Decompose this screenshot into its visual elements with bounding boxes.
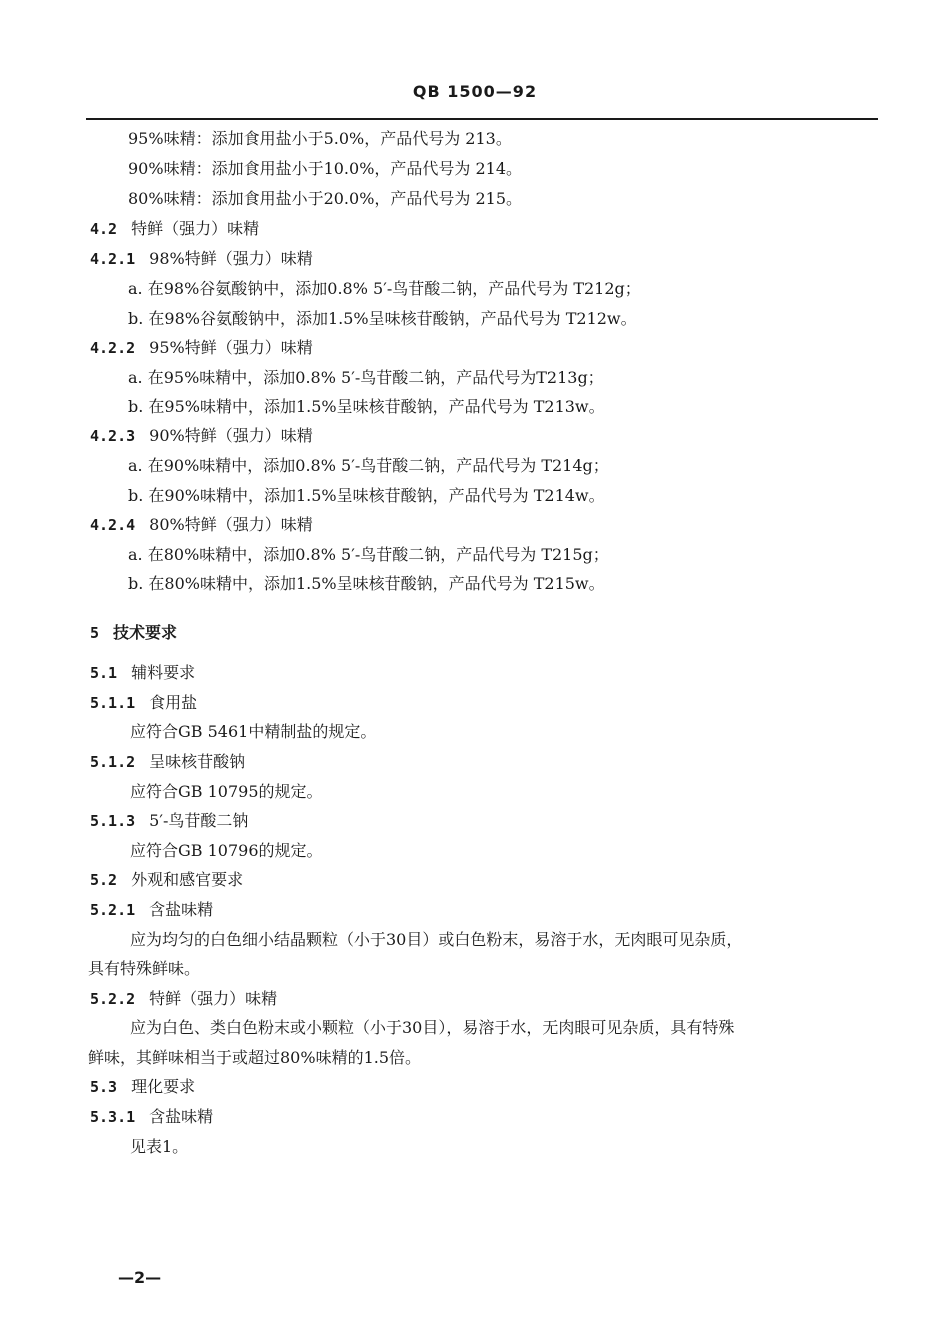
list-item: b. 在80%味精中，添加1.5%呈味核苷酸钠，产品代号为 T215w。 [128,574,605,593]
section-heading: 5.2.2 特鲜（强力）味精 [90,989,278,1008]
list-item: a. 在98%谷氨酸钠中，添加0.8% 5′-鸟苷酸二钠，产品代号为 T212g； [128,279,641,298]
list-item: a. 在90%味精中，添加0.8% 5′-鸟苷酸二钠，产品代号为 T214g； [128,456,609,475]
paragraph-line: 应为白色、类白色粉末或小颗粒（小于30目），易溶于水，无肉眼可见杂质，具有特殊 [130,1018,735,1037]
list-item: b. 在95%味精中，添加1.5%呈味核苷酸钠，产品代号为 T213w。 [128,397,605,416]
section-heading: 4.2.4 80%特鲜（强力）味精 [90,515,313,534]
list-item: a. 在95%味精中，添加0.8% 5′-鸟苷酸二钠，产品代号为T213g； [128,368,604,387]
text-line: 应符合GB 10796的规定。 [130,841,323,860]
chapter-heading: 5 技术要求 [90,623,178,642]
page-number: —2— [118,1268,162,1287]
section-heading: 4.2.3 90%特鲜（强力）味精 [90,426,313,445]
section-heading: 5.1.2 呈味核苷酸钠 [90,752,246,771]
section-heading: 5.2.1 含盐味精 [90,900,214,919]
text-line: 应符合GB 10795的规定。 [130,782,323,801]
list-item: b. 在90%味精中，添加1.5%呈味核苷酸钠，产品代号为 T214w。 [128,486,605,505]
section-heading: 5.3.1 含盐味精 [90,1107,214,1126]
section-heading: 5.1.3 5′-鸟苷酸二钠 [90,811,249,830]
section-heading: 5.1 辅料要求 [90,663,196,682]
section-heading: 5.1.1 食用盐 [90,693,198,712]
paragraph-line: 应为均匀的白色细小结晶颗粒（小于30目）或白色粉末，易溶于水，无肉眼可见杂质， [130,930,743,949]
text-line: 95%味精：添加食用盐小于5.0%，产品代号为 213。 [128,129,512,148]
list-item: a. 在80%味精中，添加0.8% 5′-鸟苷酸二钠，产品代号为 T215g； [128,545,609,564]
header-rule [86,118,878,120]
text-line: 见表1。 [130,1137,189,1156]
paragraph-line: 鲜味，其鲜味相当于或超过80%味精的1.5倍。 [88,1048,422,1067]
list-item: b. 在98%谷氨酸钠中，添加1.5%呈味核苷酸钠，产品代号为 T212w。 [128,309,637,328]
paragraph-line: 具有特殊鲜味。 [88,959,201,978]
text-line: 90%味精：添加食用盐小于10.0%，产品代号为 214。 [128,159,523,178]
section-heading: 4.2 特鲜（强力）味精 [90,219,260,238]
section-heading: 5.2 外观和感官要求 [90,870,244,889]
section-heading: 5.3 理化要求 [90,1077,196,1096]
text-line: 80%味精：添加食用盐小于20.0%，产品代号为 215。 [128,189,523,208]
section-heading: 4.2.1 98%特鲜（强力）味精 [90,249,313,268]
text-line: 应符合GB 5461中精制盐的规定。 [130,722,377,741]
section-heading: 4.2.2 95%特鲜（强力）味精 [90,338,313,357]
page-header-code: QB 1500—92 [412,82,538,101]
